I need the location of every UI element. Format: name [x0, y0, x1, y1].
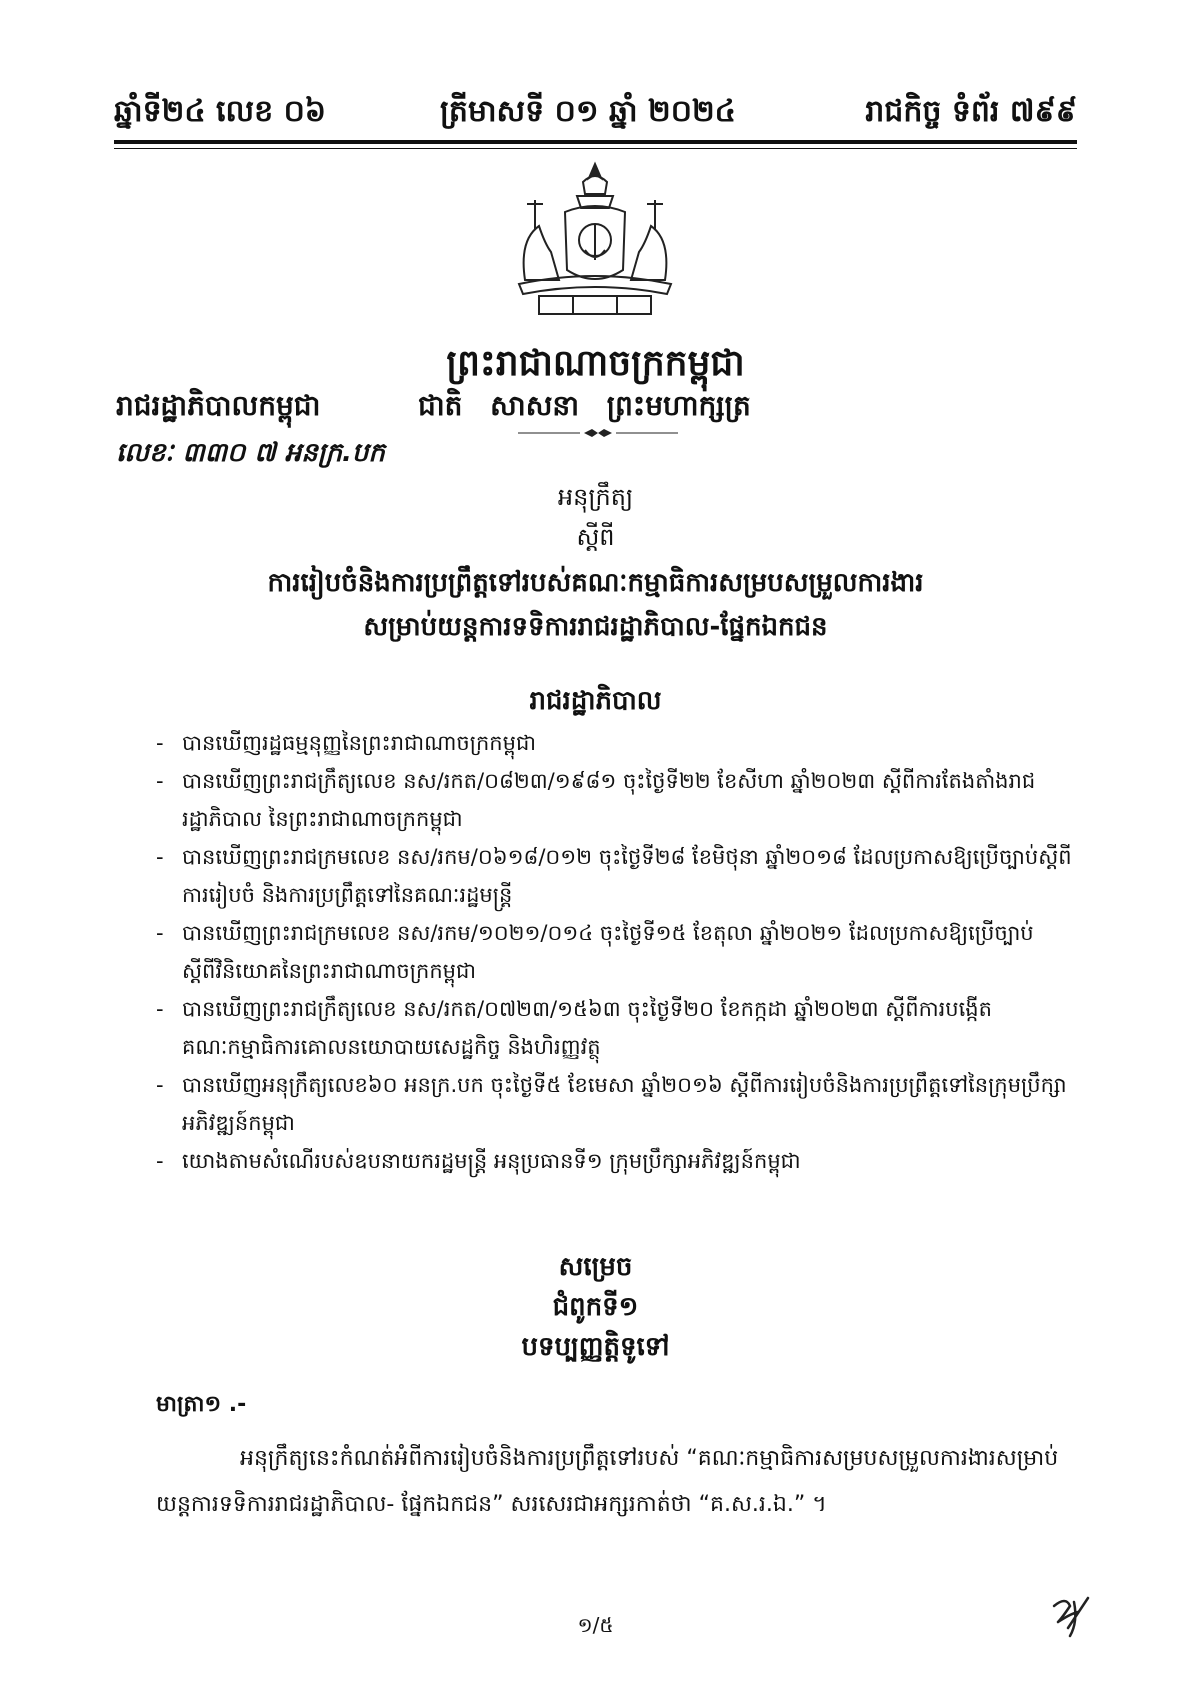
visa-item: - បានឃើញព្រះរាជក្រមលេខ នស/រកម/១០២១/០១៤ ចុះថ្ងៃទី១៥ ខែតុលា ឆ្នាំ២០២១ ដែលប្រកាសឱ្យប្រើច្បាប់ស្តីពីវិនិយោគនៃព្រះរាជាណាចក្រកម្ពុជា — [156, 914, 1076, 990]
gazette-page-ref: រាជកិច្ច ទំព័រ ៧៩៩ — [865, 94, 1077, 129]
visa-item: - បានឃើញរដ្ឋធម្មនុញ្ញនៃព្រះរាជាណាចក្រកម្ពុជា — [156, 724, 1076, 762]
visa-text: បានឃើញរដ្ឋធម្មនុញ្ញនៃព្រះរាជាណាចក្រកម្ពុជា — [182, 731, 536, 755]
gazette-quarter: ត្រីមាសទី ០១ ឆ្នាំ ២០២៤ — [440, 94, 736, 129]
kingdom-title: ព្រះរាជាណាចក្រកម្ពុជា — [446, 342, 745, 384]
header-rule — [114, 140, 1077, 144]
document-about: ស្តីពី — [576, 523, 615, 551]
visa-text: បានឃើញព្រះរាជក្រឹត្យលេខ នស/រកត/០៨២៣/១៩៨១ ចុះថ្ងៃទី២២ ខែសីហា ឆ្នាំ២០២៣ ស្តីពីការតែងតាំងរាជរដ្ឋាភិបាល នៃព្រះរាជាណាចក្រកម្ពុជា — [182, 769, 1036, 831]
visa-item: - បានឃើញព្រះរាជក្រឹត្យលេខ នស/រកត/០៨២៣/១៩៨១ ចុះថ្ងៃទី២២ ខែសីហា ឆ្នាំ២០២៣ ស្តីពីការតែងតាំងរាជរដ្ឋាភិបាល នៃព្រះរាជាណាចក្រកម្ពុជា — [156, 762, 1076, 838]
article-text: អនុក្រឹត្យនេះកំណត់អំពីការរៀបចំនិងការប្រព្រឹត្តទៅរបស់ “គណៈកម្មាធិការសម្របសម្រួលការងារសម្រាប់យន្តការទទិការរាជរដ្ឋាភិបាល- ផ្នែកឯកជន” សរសេរជាអក្សរកាត់ថា “គ.ស.រ.ឯ.” ។ — [156, 1446, 1059, 1517]
visa-list — [156, 724, 1076, 1180]
document-subject-line-2: សម្រាប់យន្តការទទិការរាជរដ្ឋាភិបាល-ផ្នែកឯកជន — [363, 612, 828, 642]
visa-text: បានឃើញព្រះរាជក្រមលេខ នស/រកម/១០២១/០១៤ ចុះថ្ងៃទី១៥ ខែតុលា ឆ្នាំ២០២១ ដែលប្រកាសឱ្យប្រើច្បាប់ស្តីពីវិនិយោគនៃព្រះរាជាណាចក្រកម្ពុជា — [182, 921, 1034, 983]
document-subject-line-1: ការរៀបចំនិងការប្រព្រឹត្តទៅរបស់គណៈកម្មាធិការសម្របសម្រួលការងារ — [267, 568, 924, 598]
chapter-title: បទប្បញ្ញត្តិទូទៅ — [521, 1332, 670, 1362]
royal-coat-of-arms-icon — [505, 160, 685, 320]
visa-item: - យោងតាមសំណើរបស់ឧបនាយករដ្ឋមន្ត្រី អនុប្រធានទី១ ក្រុមប្រឹក្សាអភិវឌ្ឍន៍កម្ពុជា — [156, 1142, 1076, 1180]
visa-text: បានឃើញព្រះរាជក្រមលេខ នស/រកម/០៦១៨/០១២ ចុះថ្ងៃទី២៨ ខែមិថុនា ឆ្នាំ២០១៨ ដែលប្រកាសឱ្យប្រើច្បាប់ស្តីពីការរៀបចំ និងការប្រព្រឹត្តទៅនៃគណៈរដ្ឋមន្ត្រី — [182, 845, 1072, 907]
visa-item: - បានឃើញព្រះរាជក្រមលេខ នស/រកម/០៦១៨/០១២ ចុះថ្ងៃទី២៨ ខែមិថុនា ឆ្នាំ២០១៨ ដែលប្រកាសឱ្យប្រើច្បាប់ស្តីពីការរៀបចំ និងការប្រព្រឹត្តទៅនៃគណៈរដ្ឋមន្ត្រី — [156, 838, 1076, 914]
page-number: ១/៥ — [577, 1613, 614, 1637]
document-type: អនុក្រឹត្យ — [557, 483, 634, 511]
visa-text: បានឃើញព្រះរាជក្រឹត្យលេខ នស/រកត/០៧២៣/១៥៦៣ ចុះថ្ងៃទី២០ ខែកក្កដា ឆ្នាំ២០២៣ ស្តីពីការបង្កើតគណៈកម្មាធិការគោលនយោបាយសេដ្ឋកិច្ច និងហិរញ្ញវត្ថុ — [182, 997, 992, 1059]
visa-item: - បានឃើញអនុក្រឹត្យលេខ៦០ អនក្រ.បក ចុះថ្ងៃទី៥ ខែមេសា ឆ្នាំ២០១៦ ស្តីពីការរៀបចំនិងការប្រព្រឹត្តទៅនៃក្រុមប្រឹក្សាអភិវឌ្ឍន៍កម្ពុជា — [156, 1066, 1076, 1142]
issuer-heading: រាជរដ្ឋាភិបាល — [529, 686, 662, 716]
visa-item: - បានឃើញព្រះរាជក្រឹត្យលេខ នស/រកត/០៧២៣/១៥៦៣ ចុះថ្ងៃទី២០ ខែកក្កដា ឆ្នាំ២០២៣ ស្តីពីការបង្កើតគណៈកម្មាធិការគោលនយោបាយសេដ្ឋកិច្ច និងហិរញ្ញវត្ថុ — [156, 990, 1076, 1066]
header-rule-thin — [114, 148, 1077, 149]
document-number: លេខៈ ៣៣០ ៧ អនក្រ.បក — [116, 438, 385, 468]
visa-text: យោងតាមសំណើរបស់ឧបនាយករដ្ឋមន្ត្រី អនុប្រធានទី១ ក្រុមប្រឹក្សាអភិវឌ្ឍន៍កម្ពុជា — [182, 1149, 801, 1173]
visa-text: បានឃើញអនុក្រឹត្យលេខ៦០ អនក្រ.បក ចុះថ្ងៃទី៥ ខែមេសា ឆ្នាំ២០១៦ ស្តីពីការរៀបចំនិងការប្រព្រឹត្តទៅនៃក្រុមប្រឹក្សាអភិវឌ្ឍន៍កម្ពុជា — [182, 1073, 1067, 1135]
decision-heading: សម្រេច — [558, 1252, 633, 1282]
government-label: រាជរដ្ឋាភិបាលកម្ពុជា — [116, 389, 321, 422]
national-motto: ជាតិ សាសនា ព្រះមហាក្សត្រ — [418, 389, 751, 422]
chapter-number: ជំពូកទី១ — [552, 1292, 639, 1322]
gazette-year-issue: ឆ្នាំទី២៤ លេខ ០៦ — [114, 94, 327, 129]
article-label: មាត្រា១ .- — [156, 1392, 247, 1417]
ornament-divider-icon — [518, 428, 678, 438]
